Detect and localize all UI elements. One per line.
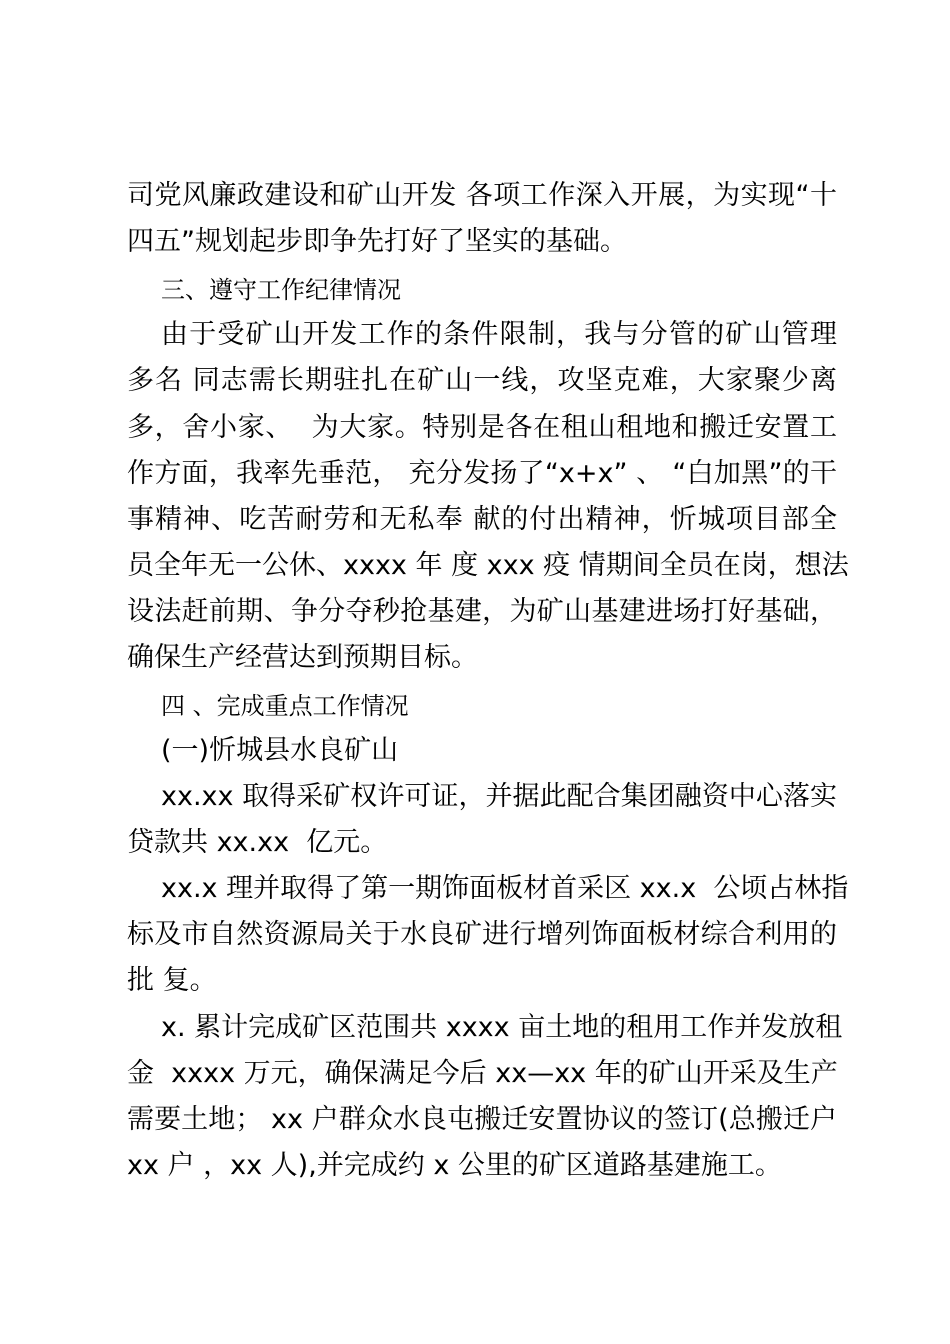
body-text-line: 四五”规划起步即争先打好了坚实的基础。 — [127, 226, 627, 257]
body-text-line: xx.xx 取得采矿权许可证，并据此配合集团融资中心落实 — [161, 781, 837, 812]
body-text-line: 员全年无一公休、xxxx 年 度 xxx 疫 情期间全员在岗，想法 — [127, 550, 849, 581]
body-text-line: xx.x 理并取得了第一期饰面板材首采区 xx.x 公顷占林指 — [161, 873, 849, 904]
body-text-line: 设法赶前期、争分夺秒抢基建，为矿山基建进场打好基础， — [127, 596, 837, 627]
body-text-line: 由于受矿山开发工作的条件限制，我与分管的矿山管理 — [161, 319, 837, 350]
body-text-line: 多名 同志需长期驻扎在矿山一线，攻坚克难，大家聚少离 — [127, 365, 837, 396]
subsection-heading: (一)忻城县水良矿山 — [161, 735, 399, 766]
body-text-line: 批 复。 — [127, 965, 217, 996]
body-text-line: 标及市自然资源局关于水良矿进行增列饰面板材综合利用的 — [127, 919, 837, 950]
body-text-line: 贷款共 xx.xx 亿元。 — [127, 827, 388, 858]
body-text-line: 司党风廉政建设和矿山开发 各项工作深入开展，为实现“十 — [127, 180, 837, 211]
section-heading: 三、遵守工作纪律情况 — [161, 276, 401, 304]
body-text-line: 多，舍小家、 为大家。特别是各在租山租地和搬迁安置工 — [127, 412, 837, 443]
body-text-line: 事精神、吃苦耐劳和无私奉 献的付出精神，忻城项目部全 — [127, 504, 837, 535]
body-text-line: 确保生产经营达到预期目标。 — [127, 642, 478, 673]
section-heading: 四 、完成重点工作情况 — [161, 692, 409, 720]
body-text-line: x. 累计完成矿区范围共 xxxx 亩土地的租用工作并发放租 — [161, 1012, 843, 1043]
body-text-line: 需要土地； xx 户群众水良屯搬迁安置协议的签订(总搬迁户 — [127, 1104, 837, 1135]
body-text-line: xx 户 ，xx 人),并完成约 x 公里的矿区道路基建施工。 — [127, 1150, 782, 1181]
body-text-line: 金 xxxx 万元，确保满足今后 xx—xx 年的矿山开采及生产 — [127, 1058, 838, 1089]
body-text-line: 作方面，我率先垂范， 充分发扬了“x+x” 、 “白加黑”的干 — [127, 458, 837, 489]
